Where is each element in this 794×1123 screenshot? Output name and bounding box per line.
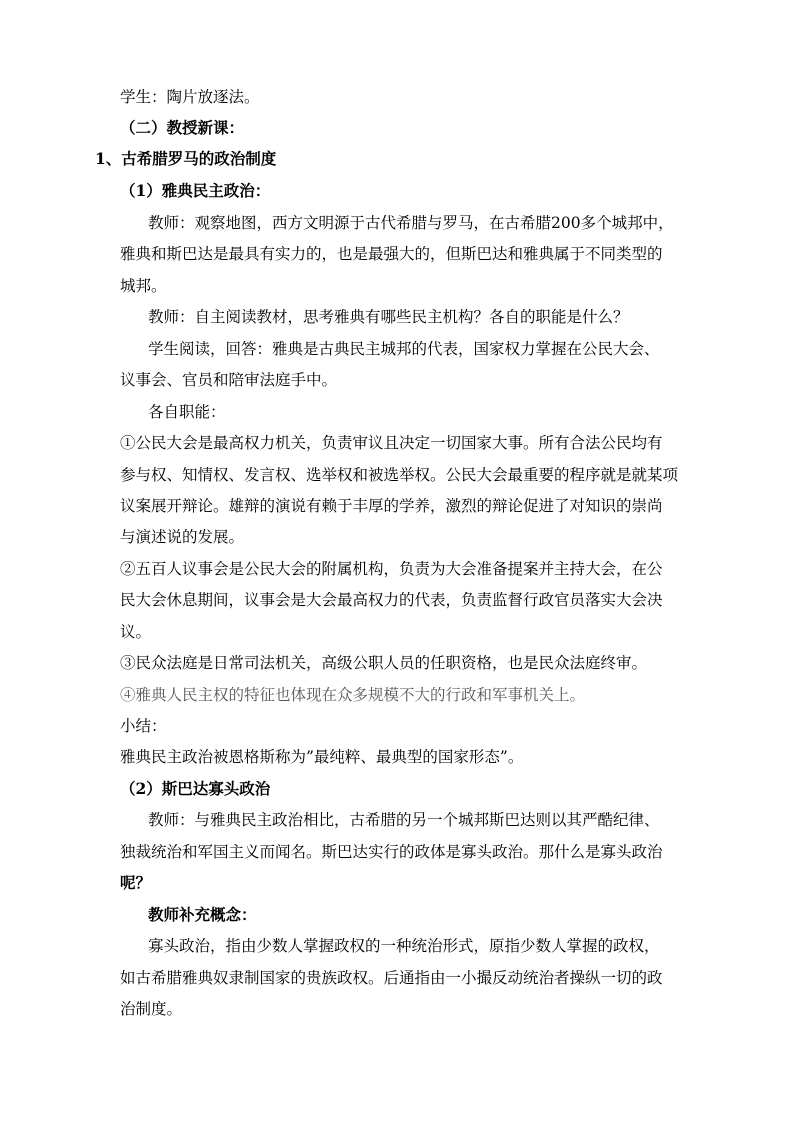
subsection-heading: （1）雅典民主政治： [120,181,271,200]
text-line: 治制度。 [120,1000,183,1018]
text-line: 独裁统治和军国主义而闻名。斯巴达实行的政体是寡头政治。那什么是寡头政治 [120,843,663,861]
text-line: 教师：自主阅读教材，思考雅典有哪些民主机构？各自的职能是什么？ [148,308,629,326]
subheading: 教师补充概念： [148,905,257,924]
text-line: ②五百人议事会是公民大会的附属机构，负责为大会准备提案并主持大会，在公 [120,560,663,578]
text-line: 小结： [120,717,167,735]
text-line: ③民众法庭是日常司法机关，高级公职人员的任职资格，也是民众法庭终审。 [120,654,648,672]
text-line: ④雅典人民主权的特征也体现在众多规模不大的行政和军事机关上。 [120,686,586,704]
section-heading: （二）教授新课： [120,118,245,137]
text-line: ①公民大会是最高权力机关，负责审议且决定一切国家大事。所有合法公民均有 [120,434,663,452]
text-line: 如古希腊雅典奴隶制国家的贵族政权。后通指由一小撮反动统治者操纵一切的政 [120,969,663,987]
text-line: 议。 [120,623,152,641]
text-line: 议事会、官员和陪审法庭手中。 [120,371,338,389]
text-line: 教师：与雅典民主政治相比，古希腊的另一个城邦斯巴达则以其严酷纪律、 [148,811,660,829]
text-line: 呢？ [120,873,152,892]
text-line: 民大会休息期间，议事会是大会最高权力的代表，负责监督行政官员落实大会决 [120,591,663,609]
text-line: 教师：观察地图，西方文明源于古代希腊与罗马，在古希腊200多个城邦中， [148,214,674,232]
text-line: 议案展开辩论。雄辩的演说有赖于丰厚的学养，激烈的辩论促进了对知识的崇尚 [120,497,663,515]
text-line: 城邦。 [120,277,167,295]
text-line: 学生：陶片放逐法。 [120,88,260,106]
chapter-heading: 1、古希腊罗马的政治制度 [95,149,277,168]
subsection-heading: （2）斯巴达寡头政治 [120,779,271,798]
text-line: 寡头政治，指由少数人掌握政权的一种统治形式，原指少数人掌握的政权， [148,937,660,955]
text-line: 雅典民主政治被恩格斯称为”最纯粹、最典型的国家形态”。 [120,748,524,766]
text-line: 各自职能： [148,403,226,421]
text-line: 学生阅读，回答：雅典是古典民主城邦的代表，国家权力掌握在公民大会、 [148,340,660,358]
text-line: 雅典和斯巴达是最具有实力的，也是最强大的，但斯巴达和雅典属于不同类型的 [120,245,663,263]
text-line: 参与权、知情权、发言权、选举权和被选举权。公民大会最重要的程序就是就某项 [120,466,679,484]
text-line: 与演述说的发展。 [120,528,245,546]
